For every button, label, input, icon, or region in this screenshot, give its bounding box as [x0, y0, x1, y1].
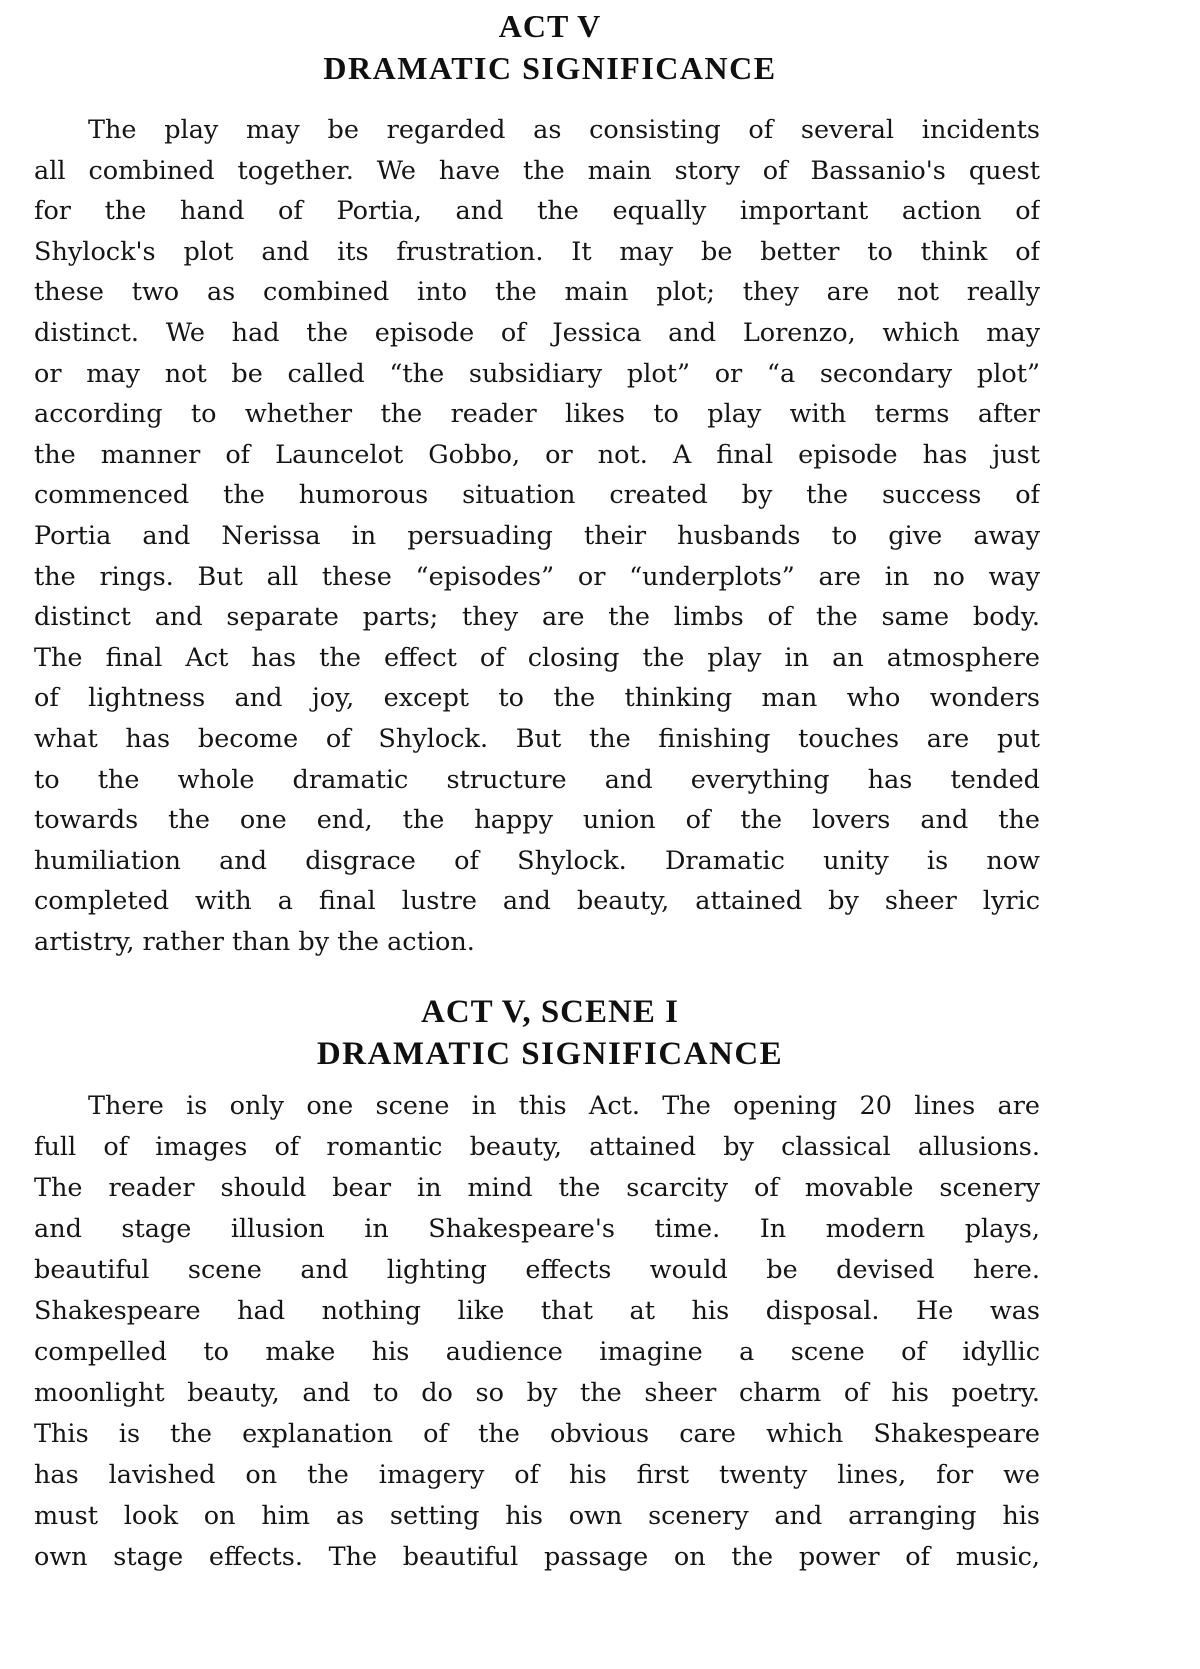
text-line: The final Act has the effect of closing the play in an atmosphere: [34, 642, 1040, 673]
text-line: This is the explanation of the obvious care which Shakespeare: [34, 1419, 1040, 1449]
text-line: according to whether the reader likes to play with terms after: [34, 399, 1040, 430]
text-line: Shylock's plot and its frustration. It may be better to think of: [34, 236, 1040, 267]
text-line: moonlight beauty, and to do so by the sheer charm of his poetry.: [34, 1378, 1040, 1408]
text-line: distinct. We had the episode of Jessica and Lorenzo, which may: [34, 317, 1040, 348]
text-line: distinct and separate parts; they are the limbs of the same body.: [34, 602, 1040, 633]
text-line: The play may be regarded as consisting of several incidents: [88, 115, 1040, 145]
text-line: towards the one end, the happy union of the lovers and the: [34, 805, 1040, 836]
text-line: what has become of Shylock. But the finishing touches are put: [34, 723, 1040, 754]
text-line: The reader should bear in mind the scarcity of movable scenery: [34, 1173, 1040, 1203]
text-line: has lavished on the imagery of his first twenty lines, for we: [34, 1460, 1040, 1490]
text-line: Shakespeare had nothing like that at his disposal. He was: [34, 1296, 1040, 1326]
text-line: commenced the humorous situation created by the success of: [34, 480, 1040, 511]
text-line: and stage illusion in Shakespeare's time. In modern plays,: [34, 1214, 1040, 1244]
text-line: own stage effects. The beautiful passage on the power of music,: [34, 1542, 1040, 1572]
text-line: the rings. But all these “episodes” or “underplots” are in no way: [34, 561, 1040, 592]
text-line: There is only one scene in this Act. The opening 20 lines are: [88, 1091, 1040, 1121]
text-line: must look on him as setting his own scenery and arranging his: [34, 1501, 1040, 1531]
text-line: artistry, rather than by the action.: [34, 926, 475, 957]
text-line: all combined together. We have the main story of Bassanio's quest: [34, 155, 1040, 186]
paragraph-act-v: [34, 110, 1040, 962]
act-heading: ACT V: [498, 8, 602, 44]
text-line: to the whole dramatic structure and everything has tended: [34, 764, 1040, 795]
text-line: for the hand of Portia, and the equally important action of: [34, 196, 1040, 227]
scene-heading: ACT V, SCENE I: [421, 994, 679, 1030]
section-title: DRAMATIC SIGNIFICANCE: [316, 1036, 784, 1072]
text-line: these two as combined into the main plot; they are not really: [34, 277, 1040, 308]
section-title: DRAMATIC SIGNIFICANCE: [323, 50, 777, 86]
text-line: humiliation and disgrace of Shylock. Dramatic unity is now: [34, 845, 1040, 876]
paragraph-scene-i: [34, 1086, 1040, 1578]
text-line: completed with a final lustre and beauty, attained by sheer lyric: [34, 886, 1040, 917]
text-line: of lightness and joy, except to the thinking man who wonders: [34, 683, 1040, 714]
text-line: Portia and Nerissa in persuading their husbands to give away: [34, 520, 1040, 551]
text-line: or may not be called “the subsidiary plot” or “a secondary plot”: [34, 358, 1040, 389]
text-line: compelled to make his audience imagine a scene of idyllic: [34, 1337, 1040, 1367]
text-line: beautiful scene and lighting effects would be devised here.: [34, 1255, 1040, 1285]
text-line: the manner of Launcelot Gobbo, or not. A final episode has just: [34, 439, 1040, 470]
text-line: full of images of romantic beauty, attained by classical allusions.: [34, 1132, 1040, 1162]
